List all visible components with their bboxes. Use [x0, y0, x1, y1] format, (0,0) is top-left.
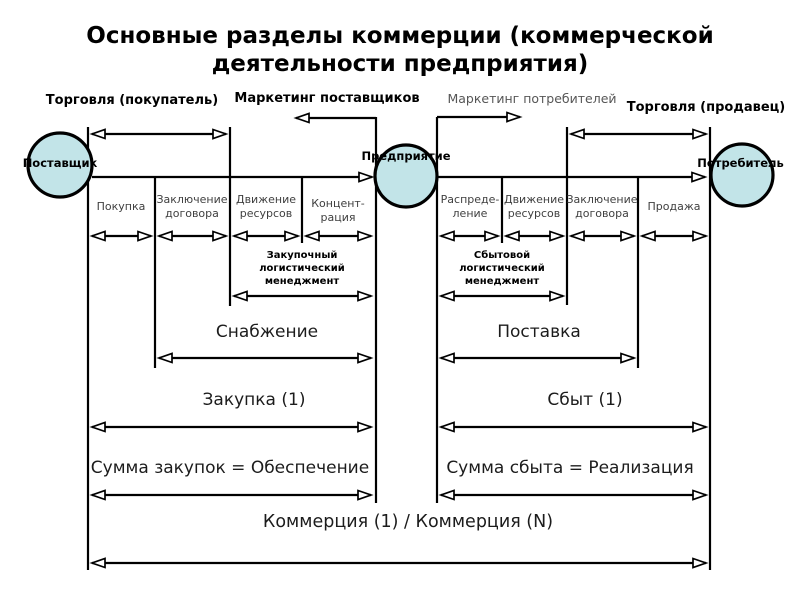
label-sale-sum: Сумма сбыта = Реализация — [446, 458, 694, 478]
consumer-circle — [711, 144, 773, 206]
label-purchase-step: Покупка — [96, 200, 146, 213]
slide-title: Основные разделы коммерции (коммерческой деятельности предприятия) — [86, 23, 714, 77]
label-enterprise: Предприятие — [361, 149, 451, 163]
label-delivery: Поставка — [497, 322, 581, 342]
label-purchase-sum: Сумма закупок = Обеспечение — [90, 458, 370, 478]
label-supplier: Поставщик — [22, 156, 98, 170]
label-resources-right-step: Движение ресурсов — [503, 193, 564, 220]
label-purchase: Закупка (1) — [202, 390, 306, 410]
label-marketing-consumers: Маркетинг потребителей — [447, 91, 617, 106]
label-purchasing-logistics: Закупочный логистический менеджмент — [259, 250, 345, 287]
label-resources-left-step: Движение ресурсов — [235, 193, 296, 220]
label-trade-seller: Торговля (продавец) — [626, 100, 786, 115]
label-distribution-step: Распреде-ление — [440, 193, 500, 220]
label-sale: Сбыт (1) — [547, 390, 623, 410]
label-contract-right-step: Заключение договора — [566, 193, 638, 220]
label-sales-logistics: Сбытовой логистический менеджмент — [459, 250, 545, 287]
label-supply: Снабжение — [215, 322, 319, 342]
label-sale-step: Продажа — [647, 200, 701, 213]
label-concentration-step: Концент-рация — [311, 197, 365, 224]
label-marketing-suppliers: Маркетинг поставщиков — [234, 91, 420, 106]
label-consumer: Потребитель — [697, 156, 784, 170]
label-trade-buyer: Торговля (покупатель) — [45, 93, 219, 108]
label-commerce: Коммерция (1) / Коммерция (N) — [262, 512, 554, 532]
label-contract-left-step: Заключение договора — [156, 193, 228, 220]
